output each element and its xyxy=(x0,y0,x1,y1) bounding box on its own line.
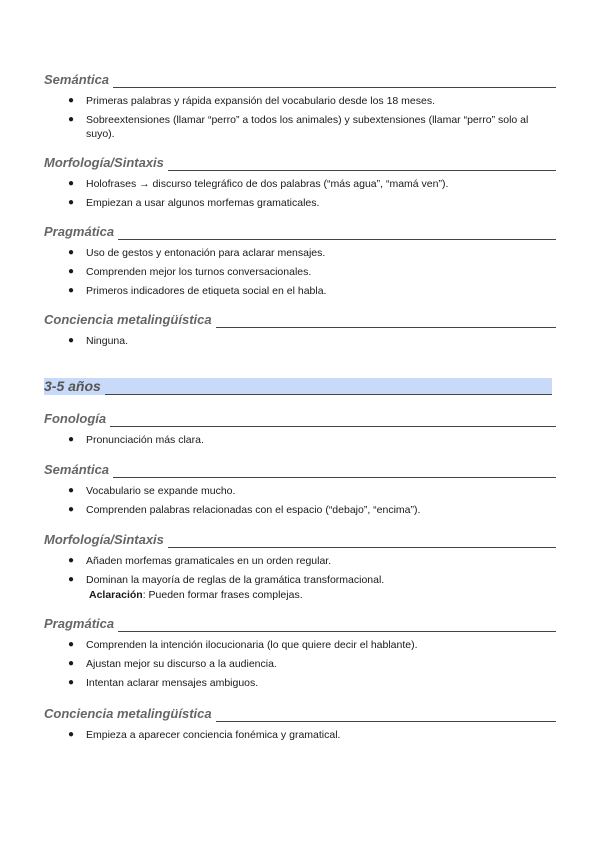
list-item xyxy=(44,284,556,298)
clarification-note xyxy=(86,588,556,602)
list-item-text: Comprenden palabras relacionadas con el espacio (“debajo”, “encima”). xyxy=(86,504,421,516)
heading-text: Semántica xyxy=(44,72,110,87)
heading-rule xyxy=(216,710,556,722)
list-item xyxy=(44,657,556,671)
list-item xyxy=(44,573,556,602)
list-item xyxy=(44,265,556,279)
heading-text: Pragmática xyxy=(44,616,115,631)
heading-text: Morfología/Sintaxis xyxy=(44,532,164,547)
section-morfologia-1 xyxy=(44,155,556,210)
section-heading xyxy=(44,224,556,240)
list-item-text: Uso de gestos y entonación para aclarar mensajes. xyxy=(86,247,326,259)
list-item-text: Ninguna. xyxy=(86,335,129,347)
list-item xyxy=(44,554,556,568)
bullet-icon: ● xyxy=(68,178,75,189)
heading-rule xyxy=(168,536,556,548)
section-heading xyxy=(44,532,556,548)
age-heading-text: 3-5 años xyxy=(44,378,101,394)
heading-rule xyxy=(113,76,556,88)
heading-rule xyxy=(118,228,556,240)
list-item xyxy=(44,94,556,108)
heading-rule xyxy=(216,316,556,328)
bullet-icon: ● xyxy=(68,434,75,445)
bullet-icon: ● xyxy=(68,95,75,106)
heading-text: Fonología xyxy=(44,411,107,426)
list-item xyxy=(44,196,556,210)
bullet-icon: ● xyxy=(68,335,75,346)
heading-rule xyxy=(118,620,556,632)
section-semantica-2 xyxy=(44,462,556,517)
heading-text: Pragmática xyxy=(44,224,115,239)
section-heading xyxy=(44,411,556,427)
list-item xyxy=(44,638,556,652)
heading-text: Conciencia metalingüística xyxy=(44,706,212,721)
bullet-icon: ● xyxy=(68,197,75,208)
section-heading xyxy=(44,312,556,328)
list-item-text: Empiezan a usar algunos morfemas gramaticales. xyxy=(86,197,320,209)
heading-text: Conciencia metalingüística xyxy=(44,312,212,327)
section-conciencia-2 xyxy=(44,706,556,742)
section-heading xyxy=(44,462,556,478)
bullet-icon: ● xyxy=(68,677,75,688)
section-pragmatica-2 xyxy=(44,616,556,690)
section-heading xyxy=(44,155,556,171)
list-item xyxy=(44,177,556,191)
section-morfologia-2 xyxy=(44,532,556,602)
bullet-icon: ● xyxy=(68,504,75,515)
heading-rule xyxy=(113,466,556,478)
age-heading xyxy=(44,378,552,395)
heading-rule xyxy=(110,415,556,427)
note-text: : Pueden formar frases complejas. xyxy=(142,589,303,601)
section-fonologia-2 xyxy=(44,411,556,447)
bullet-icon: ● xyxy=(68,285,75,296)
list-item-text: Sobreextensiones (llamar “perro” a todos los animales) y subextensiones (llamar “perro” solo al suyo). xyxy=(86,114,529,140)
section-heading xyxy=(44,616,556,632)
list-item-text: Primeros indicadores de etiqueta social en el habla. xyxy=(86,285,327,297)
bullet-icon: ● xyxy=(68,658,75,669)
section-conciencia-1 xyxy=(44,312,556,348)
list-item xyxy=(44,503,556,517)
list-item-text: Comprenden mejor los turnos conversacionales. xyxy=(86,266,312,278)
list-item-text: Ajustan mejor su discurso a la audiencia. xyxy=(86,658,277,670)
bullet-icon: ● xyxy=(68,555,75,566)
list-item-text: Intentan aclarar mensajes ambiguos. xyxy=(86,677,259,689)
section-heading xyxy=(44,706,556,722)
list-item xyxy=(44,113,556,141)
section-pragmatica-1 xyxy=(44,224,556,298)
list-item xyxy=(44,676,556,690)
section-heading xyxy=(44,72,556,88)
note-label: Aclaración xyxy=(89,589,143,601)
section-semantica-1 xyxy=(44,72,556,141)
bullet-icon: ● xyxy=(68,266,75,277)
bullet-icon: ● xyxy=(68,729,75,740)
list-item-text: Añaden morfemas gramaticales en un orden regular. xyxy=(86,555,332,567)
bullet-icon: ● xyxy=(68,574,75,585)
heading-rule xyxy=(105,382,552,395)
list-item-text: Dominan la mayoría de reglas de la gramática transformacional. xyxy=(86,574,385,586)
heading-text: Semántica xyxy=(44,462,110,477)
age-section-3-5 xyxy=(44,378,552,395)
list-item xyxy=(44,728,556,742)
bullet-icon: ● xyxy=(68,114,75,125)
bullet-icon: ● xyxy=(68,639,75,650)
bullet-icon: ● xyxy=(68,247,75,258)
list-item-text: Empieza a aparecer conciencia fonémica y gramatical. xyxy=(86,729,341,741)
list-item-text: Holofrases → discurso telegráfico de dos palabras (“más agua”, “mamá ven”). xyxy=(86,178,449,190)
list-item-text: Vocabulario se expande mucho. xyxy=(86,485,236,497)
heading-text: Morfología/Sintaxis xyxy=(44,155,164,170)
heading-rule xyxy=(168,159,556,171)
list-item xyxy=(44,334,556,348)
list-item xyxy=(44,433,556,447)
list-item-text: Primeras palabras y rápida expansión del vocabulario desde los 18 meses. xyxy=(86,95,436,107)
list-item-text: Pronunciación más clara. xyxy=(86,434,204,446)
bullet-icon: ● xyxy=(68,485,75,496)
list-item xyxy=(44,246,556,260)
list-item xyxy=(44,484,556,498)
list-item-text: Comprenden la intención ilocucionaria (lo que quiere decir el hablante). xyxy=(86,639,418,651)
